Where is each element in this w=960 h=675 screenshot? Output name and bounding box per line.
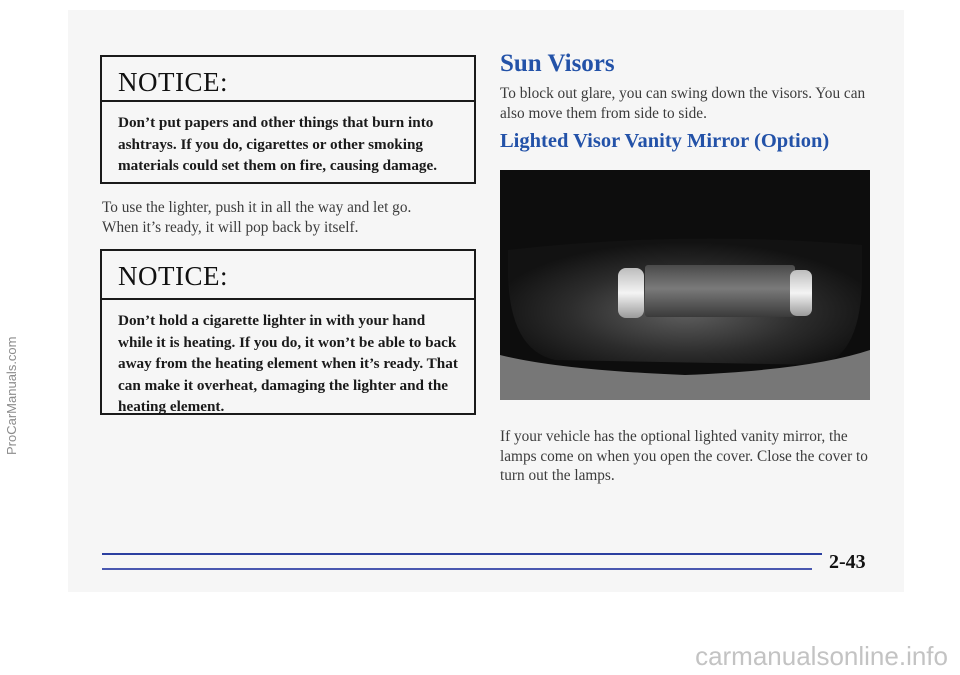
notice-heading: NOTICE: <box>102 57 474 102</box>
notice-heading: NOTICE: <box>102 251 474 300</box>
sun-visors-text: To block out glare, you can swing down the visors. You can also move them from side to side. <box>500 85 866 122</box>
footer-rule <box>102 553 822 555</box>
bottom-watermark: carmanualsonline.info <box>695 641 948 671</box>
side-watermark: ProCarManuals.com <box>4 336 19 455</box>
section-title-sun-visors: Sun Visors <box>500 50 615 77</box>
notice-body: Don’t put papers and other things that burn into ashtrays. If you do, cigarettes or other smoking materials could set them on fire, causing damage. <box>118 114 438 174</box>
vanity-mirror-photo <box>500 170 870 400</box>
notice-body: Don’t hold a cigarette lighter in with your hand while it is heating. If you do, it won’t be able to back away from the heating element when it’s ready. That can make it overheat, damaging the lighter and the heating element. <box>118 312 458 415</box>
page-number: 2-43 <box>829 551 866 573</box>
vanity-mirror-text: If your vehicle has the optional lighted vanity mirror, the lamps come on when you open the cover. Close the cover to turn out the lamps. <box>500 428 868 484</box>
notice-box-ashtray <box>100 55 476 184</box>
section-title-vanity-mirror: Lighted Visor Vanity Mirror (Option) <box>500 130 830 152</box>
lighter-instructions: To use the lighter, push it in all the way and let go. When it’s ready, it will pop back by itself. <box>102 199 412 236</box>
footer-rule-thin <box>102 568 812 570</box>
notice-box-lighter <box>100 249 476 415</box>
